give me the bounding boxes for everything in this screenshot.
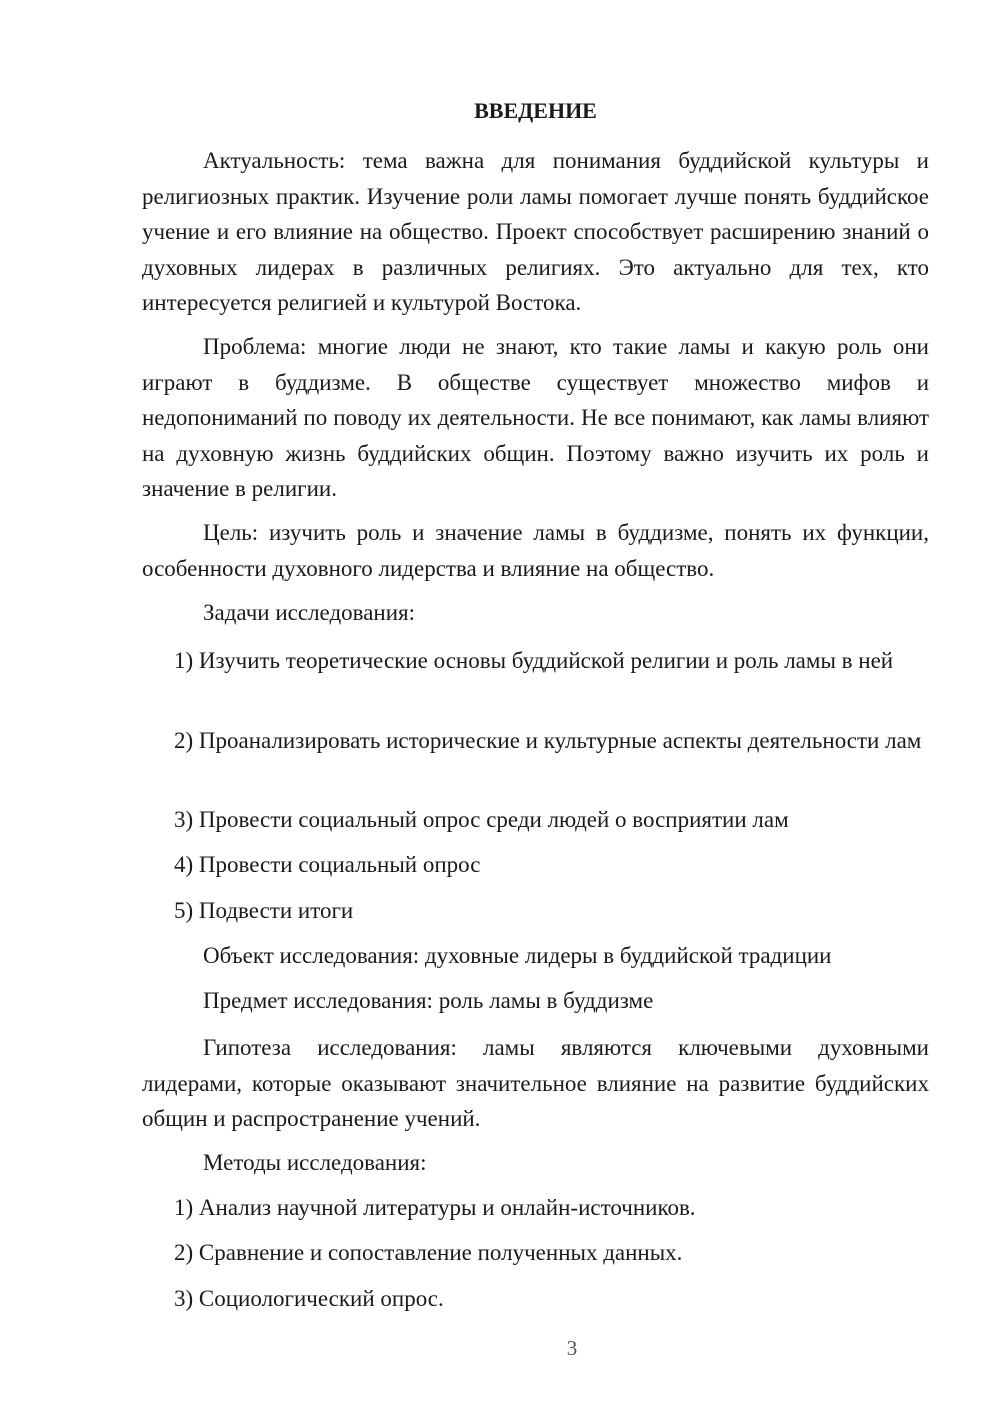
task-item-5: 5) Подвести итоги bbox=[174, 898, 354, 923]
tasks-heading: Задачи исследования: bbox=[203, 600, 416, 625]
task-item-2: 2) Проанализировать исторические и культурные аспекты деятельности лам bbox=[174, 728, 922, 753]
object-paragraph: Объект исследования: духовные лидеры в буддийской традиции bbox=[203, 943, 832, 968]
relevance-paragraph: Актуальность: тема важна для понимания буддийской культуры и религиозных практик. Изучение роли ламы помогает лучше понять буддийское учение и его влияние на общество. Проект способствует расширению знаний о духовных лидерах в различных религиях. Это актуально для тех, кто интересуется религией и культурой Востока. bbox=[142, 148, 929, 315]
subject-paragraph: Предмет исследования: роль ламы в буддизме bbox=[203, 988, 654, 1013]
method-item-2: 2) Сравнение и сопоставление полученных данных. bbox=[174, 1240, 683, 1265]
goal-paragraph: Цель: изучить роль и значение ламы в буддизме, понять их функции, особенности духовного лидерства и влияние на общество. bbox=[142, 520, 929, 581]
task-item-4: 4) Провести социальный опрос bbox=[174, 852, 481, 877]
method-item-1: 1) Анализ научной литературы и онлайн-источников. bbox=[174, 1195, 696, 1220]
problem-paragraph: Проблема: многие люди не знают, кто такие ламы и какую роль они играют в буддизме. В обществе существует множество мифов и недопониманий по поводу их деятельности. Не все понимают, как ламы влияют на духовную жизнь буддийских общин. Поэтому важно изучить их роль и значение в религии. bbox=[142, 334, 929, 501]
task-item-1: 1) Изучить теоретические основы буддийской религии и роль ламы в ней bbox=[174, 648, 894, 673]
page-number: 3 bbox=[566, 1336, 578, 1360]
task-item-3: 3) Провести социальный опрос среди людей о восприятии лам bbox=[174, 807, 789, 832]
hypothesis-paragraph: Гипотеза исследования: ламы являются ключевыми духовными лидерами, которые оказывают значительное влияние на развитие буддийских общин и распространение учений. bbox=[142, 1035, 929, 1131]
methods-heading: Методы исследования: bbox=[203, 1150, 427, 1175]
page-title: ВВЕДЕНИЕ bbox=[474, 98, 597, 123]
method-item-3: 3) Социологический опрос. bbox=[174, 1286, 444, 1311]
